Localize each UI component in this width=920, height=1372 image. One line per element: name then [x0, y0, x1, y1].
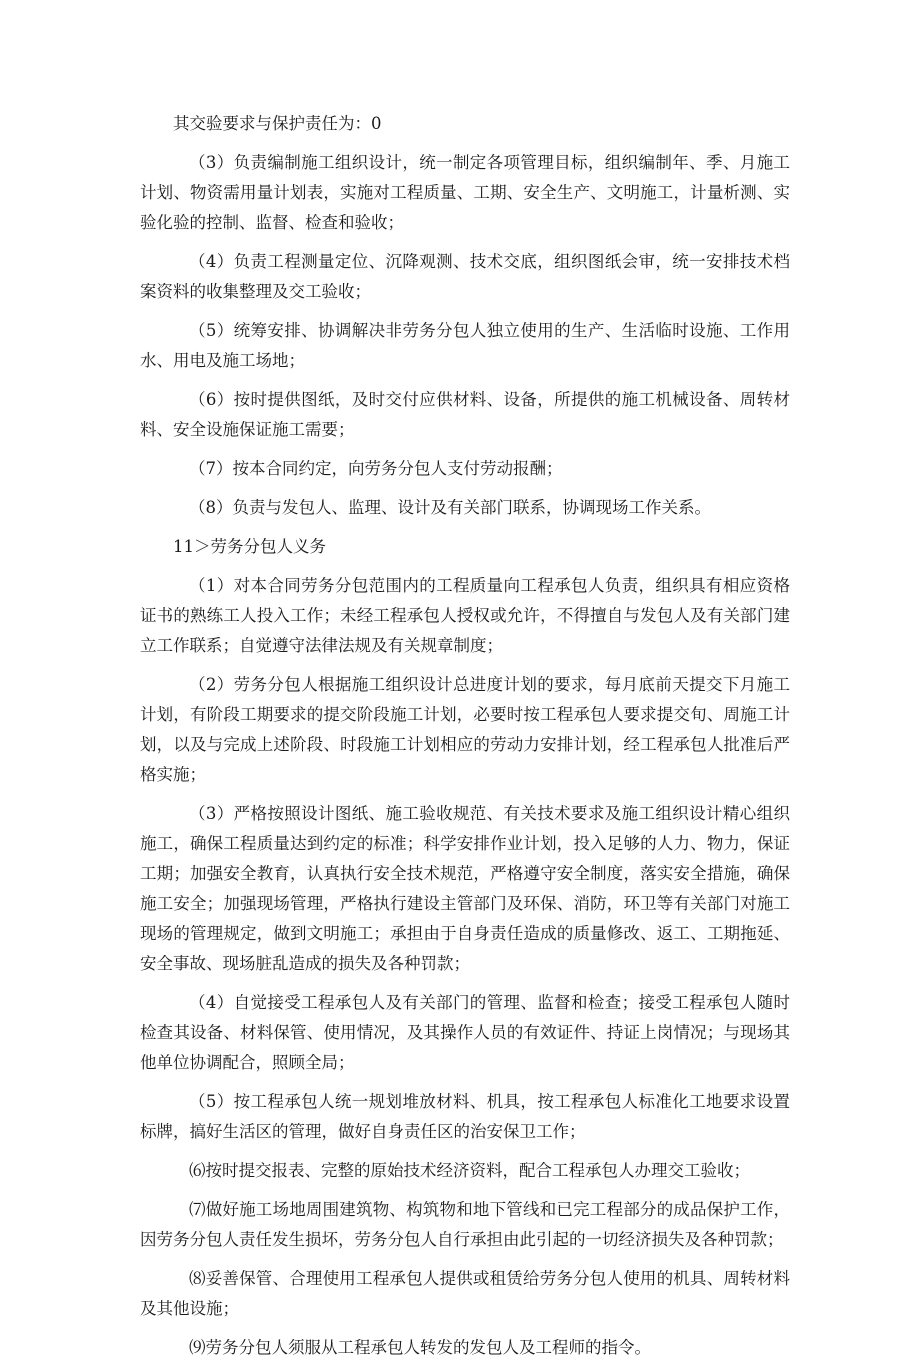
- paragraph-item-6: （6）按时提供图纸，及时交付应供材料、设备，所提供的施工机械设备、周转材料、安全设施保证施工需要；: [140, 390, 790, 439]
- paragraph-item-7: （7）按本合同约定，向劳务分包人支付劳动报酬；: [189, 459, 563, 478]
- paragraph-obligation-9: ⑼劳务分包人须服从工程承包人转发的发包人及工程师的指令。: [189, 1338, 651, 1357]
- paragraph-intro: 其交验要求与保护责任为：0: [173, 114, 382, 133]
- paragraph-item-8: （8）负责与发包人、监理、设计及有关部门联系，协调现场工作关系。: [189, 498, 711, 517]
- paragraph-obligation-8: ⑻妥善保管、合理使用工程承包人提供或租赁给劳务分包人使用的机具、周转材料及其他设施；: [140, 1269, 790, 1318]
- paragraph-obligation-2: （2）劳务分包人根据施工组织设计总进度计划的要求，每月底前天提交下月施工计划，有阶段工期要求的提交阶段施工计划，必要时按工程承包人要求提交旬、周施工计划，以及与完成上述阶段、时段施工计划相应的劳动力安排计划，经工程承包人批准后严格实施；: [140, 675, 790, 784]
- paragraph-item-4: （4）负责工程测量定位、沉降观测、技术交底，组织图纸会审，统一安排技术档案资料的收集整理及交工验收；: [140, 252, 790, 301]
- document-body: [140, 109, 790, 1372]
- section-heading-subcontractor-obligations: 11＞劳务分包人义务: [173, 537, 326, 556]
- paragraph-obligation-7: ⑺做好施工场地周围建筑物、构筑物和地下管线和已完工程部分的成品保护工作，因劳务分包人责任发生损坏，劳务分包人自行承担由此引起的一切经济损失及各种罚款；: [140, 1200, 790, 1249]
- paragraph-item-5: （5）统筹安排、协调解决非劳务分包人独立使用的生产、生活临时设施、工作用水、用电及施工场地；: [140, 321, 790, 370]
- paragraph-obligation-4: （4）自觉接受工程承包人及有关部门的管理、监督和检查；接受工程承包人随时检查其设备、材料保管、使用情况，及其操作人员的有效证件、持证上岗情况；与现场其他单位协调配合，照顾全局；: [140, 993, 790, 1072]
- paragraph-item-3: （3）负责编制施工组织设计，统一制定各项管理目标，组织编制年、季、月施工计划、物资需用量计划表，实施对工程质量、工期、安全生产、文明施工，计量析测、实验化验的控制、监督、检查和验收；: [140, 153, 790, 232]
- paragraph-obligation-6: ⑹按时提交报表、完整的原始技术经济资料，配合工程承包人办理交工验收；: [189, 1161, 750, 1180]
- paragraph-obligation-3: （3）严格按照设计图纸、施工验收规范、有关技术要求及施工组织设计精心组织施工，确保工程质量达到约定的标准；科学安排作业计划，投入足够的人力、物力，保证工期；加强安全教育，认真执行安全技术规范，严格遵守安全制度，落实安全措施，确保施工安全；加强现场管理，严格执行建设主管部门及环保、消防，环卫等有关部门对施工现场的管理规定，做到文明施工；承担由于自身责任造成的质量修改、返工、工期拖延、安全事故、现场脏乱造成的损失及各种罚款；: [140, 804, 790, 973]
- paragraph-obligation-1: （1）对本合同劳务分包范围内的工程质量向工程承包人负责，组织具有相应资格证书的熟练工人投入工作；未经工程承包人授权或允许，不得擅自与发包人及有关部门建立工作联系；自觉遵守法律法规及有关规章制度；: [140, 576, 790, 655]
- paragraph-obligation-5: （5）按工程承包人统一规划堆放材料、机具，按工程承包人标准化工地要求设置标牌，搞好生活区的管理，做好自身责任区的治安保卫工作；: [140, 1092, 790, 1141]
